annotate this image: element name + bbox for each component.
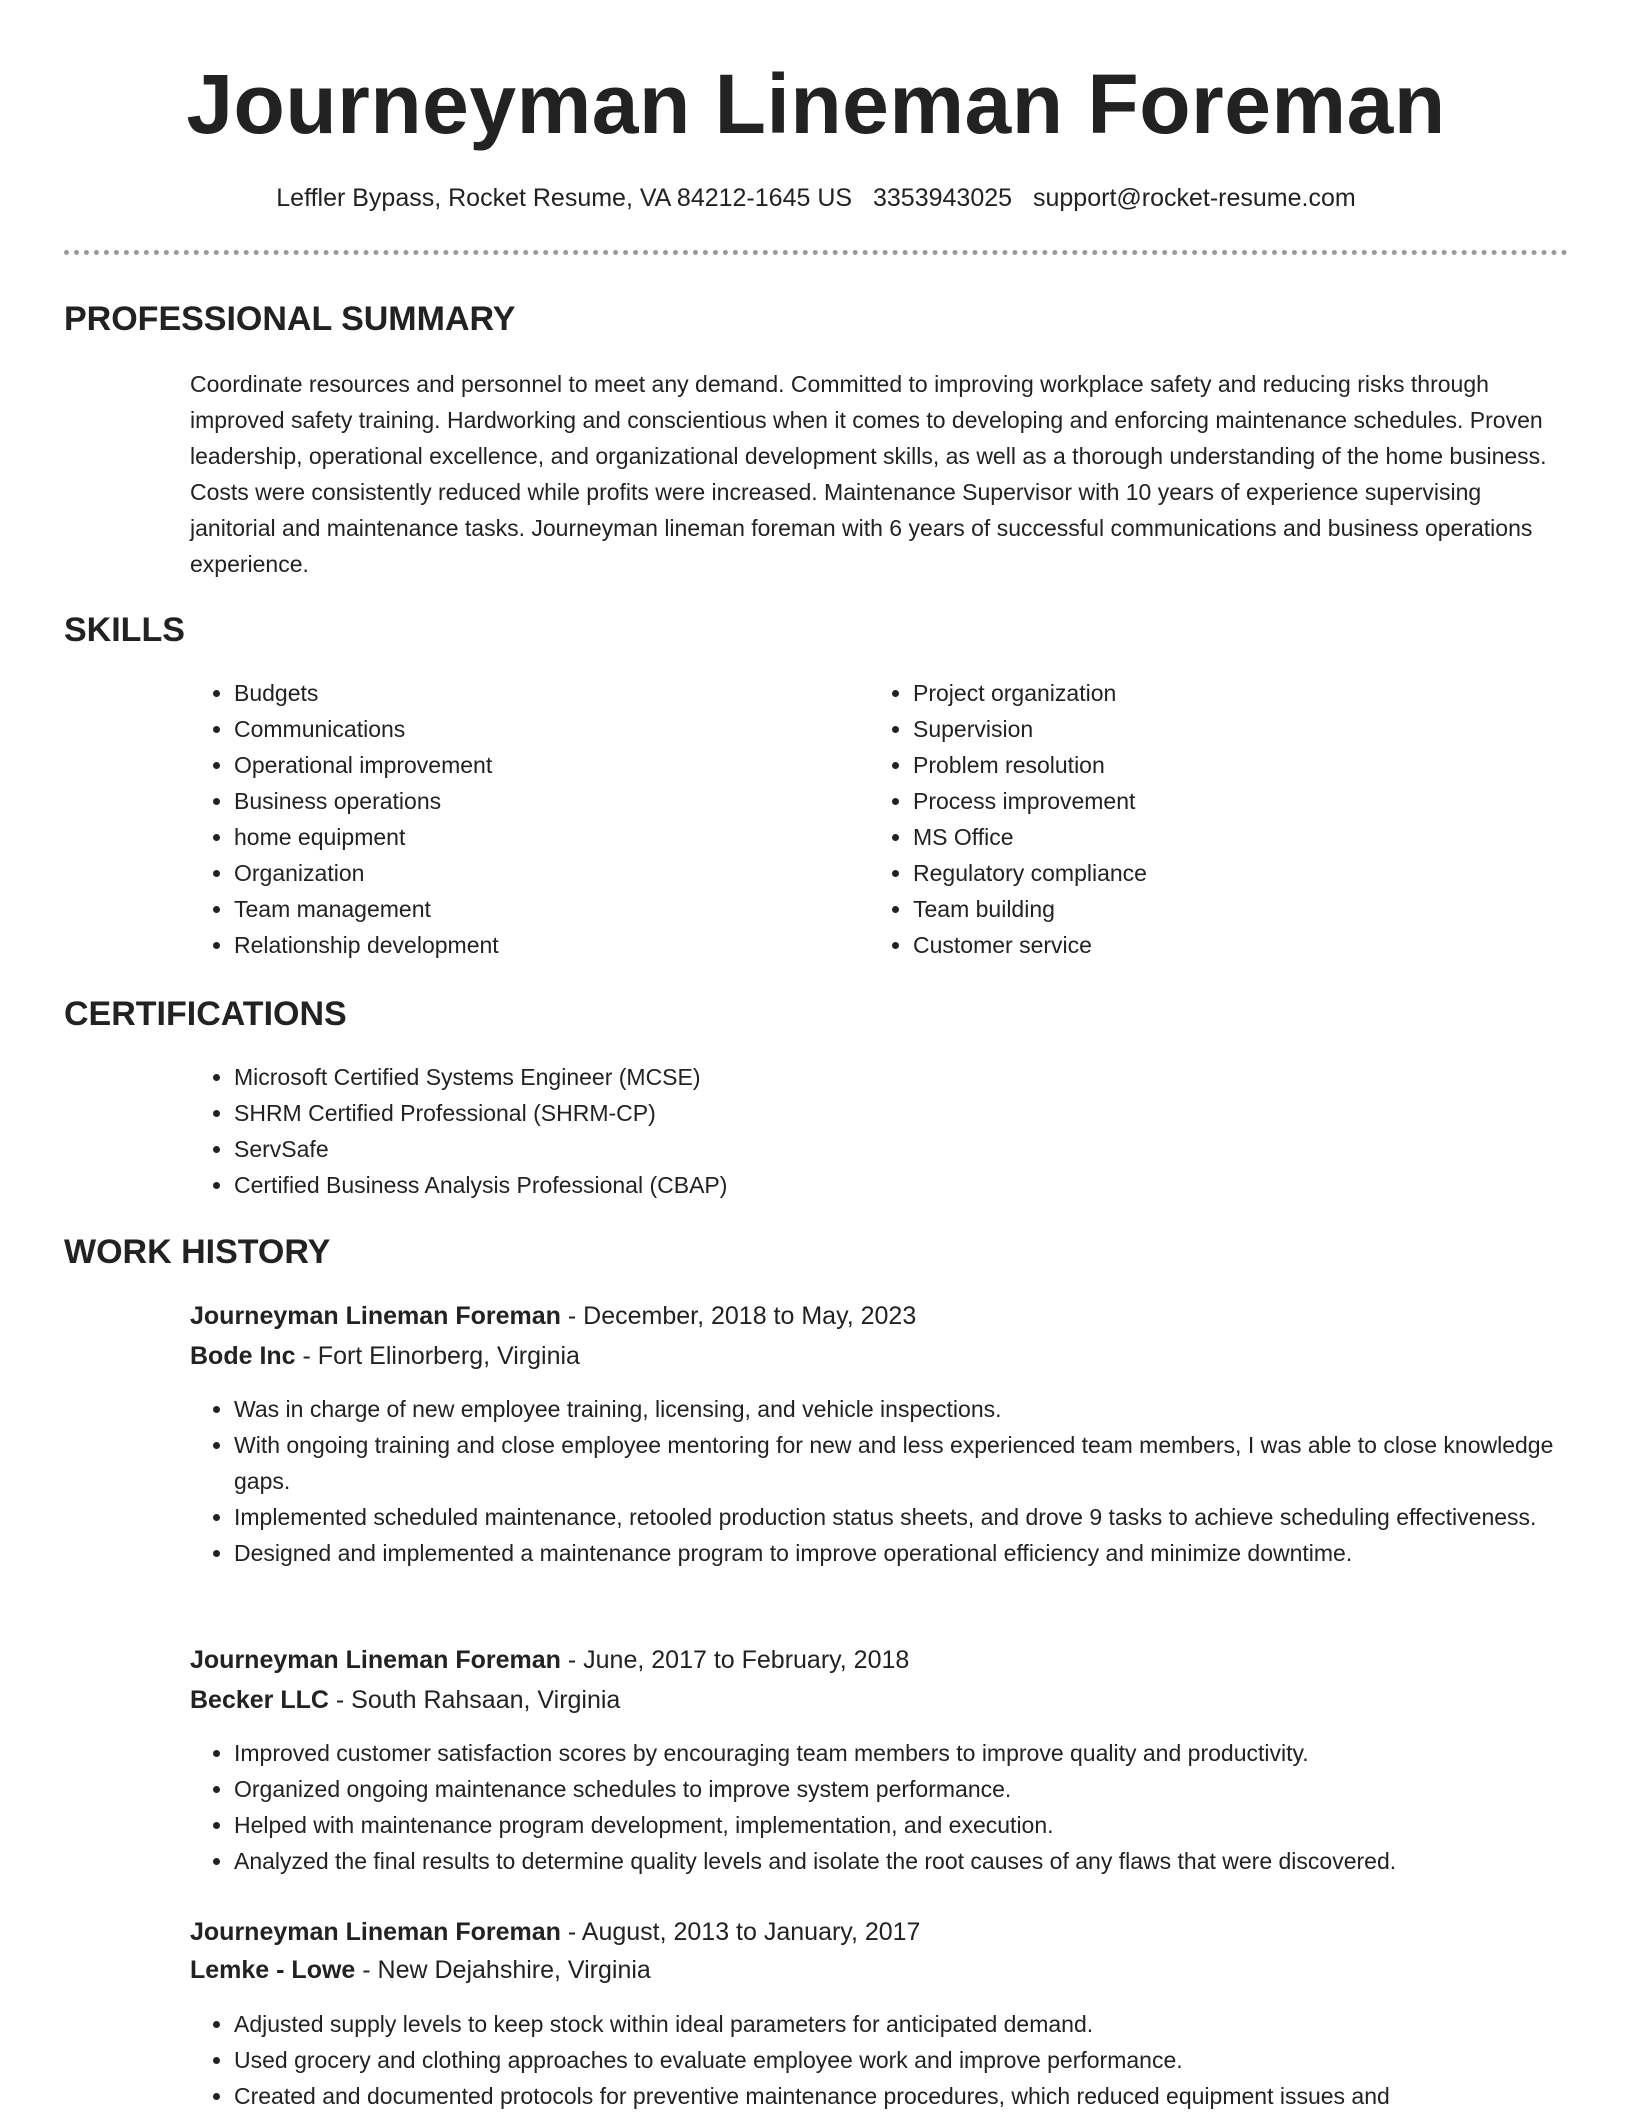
certification-item: • Certified Business Analysis Professional (CBAP) — [234, 1167, 1534, 1203]
job-title: Journeyman Lineman Foreman — [190, 1646, 561, 1674]
job-title-line — [190, 1914, 920, 1950]
skills-list-right — [869, 675, 1553, 963]
contact-address: Leffler Bypass, Rocket Resume, VA 84212-1645 US — [276, 184, 853, 212]
job-bullet: • With ongoing training and close employee mentoring for new and less experienced team members, I was able to close knowledge gaps. — [234, 1427, 1612, 1499]
skill-item: • Supervision — [913, 711, 1553, 747]
job-bullet: • Designed and implemented a maintenance program to improve operational efficiency and minimize downtime. — [234, 1535, 1612, 1571]
job-title-line — [190, 1298, 916, 1334]
job-bullets — [190, 1735, 1612, 1879]
skill-item: • MS Office — [913, 819, 1553, 855]
summary-text: Coordinate resources and personnel to meet any demand. Committed to improving workplace safety and reducing risks through improved safety training. Hardworking and conscientious when it comes to developing and enforcing maintenance schedules. Proven leadership, operational excellence, and organizational development skills, as well as a thorough understanding of the home business. Costs were consistently reduced while profits were increased. Maintenance Supervisor with 10 years of experience supervising janitorial and maintenance tasks. Journeyman lineman foreman with 6 years of successful communications and business operations experience. — [190, 371, 1547, 577]
job-company: Lemke - Lowe — [190, 1956, 356, 1984]
job-bullets — [190, 1391, 1612, 1571]
skill-item: • Organization — [234, 855, 824, 891]
job-location: - Fort Elinorberg, Virginia — [295, 1342, 580, 1370]
job-title-line — [190, 1642, 909, 1678]
job-bullets — [190, 2006, 1612, 2114]
skill-item: • home equipment — [234, 819, 824, 855]
certification-item: • ServSafe — [234, 1131, 1534, 1167]
job-bullet: • Created and documented protocols for preventive maintenance procedures, which reduced equipment issues and — [234, 2078, 1612, 2114]
work-history-heading: WORK HISTORY — [64, 1233, 331, 1271]
certifications-list — [190, 1059, 1534, 1203]
skill-item: • Team management — [234, 891, 824, 927]
job-company-line — [190, 1682, 620, 1718]
skill-item: • Regulatory compliance — [913, 855, 1553, 891]
job-bullet: • Organized ongoing maintenance schedules to improve system performance. — [234, 1771, 1612, 1807]
skill-item: • Project organization — [913, 675, 1553, 711]
job-bullet: • Used grocery and clothing approaches to evaluate employee work and improve performance. — [234, 2042, 1612, 2078]
certification-item: • Microsoft Certified Systems Engineer (MCSE) — [234, 1059, 1534, 1095]
skill-item: • Problem resolution — [913, 747, 1553, 783]
job-title: Journeyman Lineman Foreman — [190, 1302, 561, 1330]
skill-item: • Team building — [913, 891, 1553, 927]
contact-phone: 3353943025 — [873, 184, 1013, 212]
job-bullet: • Implemented scheduled maintenance, retooled production status sheets, and drove 9 tasks to achieve scheduling effectiveness. — [234, 1499, 1612, 1535]
certification-item: • SHRM Certified Professional (SHRM-CP) — [234, 1095, 1534, 1131]
job-company-line — [190, 1338, 580, 1374]
contact-email: support@rocket-resume.com — [1033, 184, 1356, 212]
job-bullet: • Helped with maintenance program development, implementation, and execution. — [234, 1807, 1612, 1843]
skills-list-left — [190, 675, 824, 963]
job-bullet: • Adjusted supply levels to keep stock within ideal parameters for anticipated demand. — [234, 2006, 1612, 2042]
skill-item: • Business operations — [234, 783, 824, 819]
skills-heading: SKILLS — [64, 611, 185, 649]
job-dates: - June, 2017 to February, 2018 — [560, 1646, 910, 1674]
skill-item: • Process improvement — [913, 783, 1553, 819]
certifications-heading: CERTIFICATIONS — [64, 995, 347, 1033]
job-location: - New Dejahshire, Virginia — [355, 1956, 651, 1984]
skill-item: • Customer service — [913, 927, 1553, 963]
skill-item: • Relationship development — [234, 927, 824, 963]
summary-heading: PROFESSIONAL SUMMARY — [64, 300, 516, 338]
skill-item: • Communications — [234, 711, 824, 747]
skill-item: • Operational improvement — [234, 747, 824, 783]
job-bullet: • Improved customer satisfaction scores by encouraging team members to improve quality and productivity. — [234, 1735, 1612, 1771]
job-dates: - December, 2018 to May, 2023 — [560, 1302, 917, 1330]
job-bullet: • Analyzed the final results to determine quality levels and isolate the root causes of any flaws that were discovered. — [234, 1843, 1612, 1879]
job-company: Becker LLC — [190, 1686, 329, 1714]
job-location: - South Rahsaan, Virginia — [328, 1686, 621, 1714]
resume-name: Journeyman Lineman Foreman — [186, 57, 1446, 151]
contact-line — [0, 182, 1632, 214]
job-title: Journeyman Lineman Foreman — [190, 1918, 561, 1946]
header-divider — [64, 250, 1568, 255]
job-company: Bode Inc — [190, 1342, 296, 1370]
job-dates: - August, 2013 to January, 2017 — [560, 1918, 921, 1946]
job-bullet: • Was in charge of new employee training, licensing, and vehicle inspections. — [234, 1391, 1612, 1427]
skill-item: • Budgets — [234, 675, 824, 711]
job-company-line — [190, 1952, 651, 1988]
